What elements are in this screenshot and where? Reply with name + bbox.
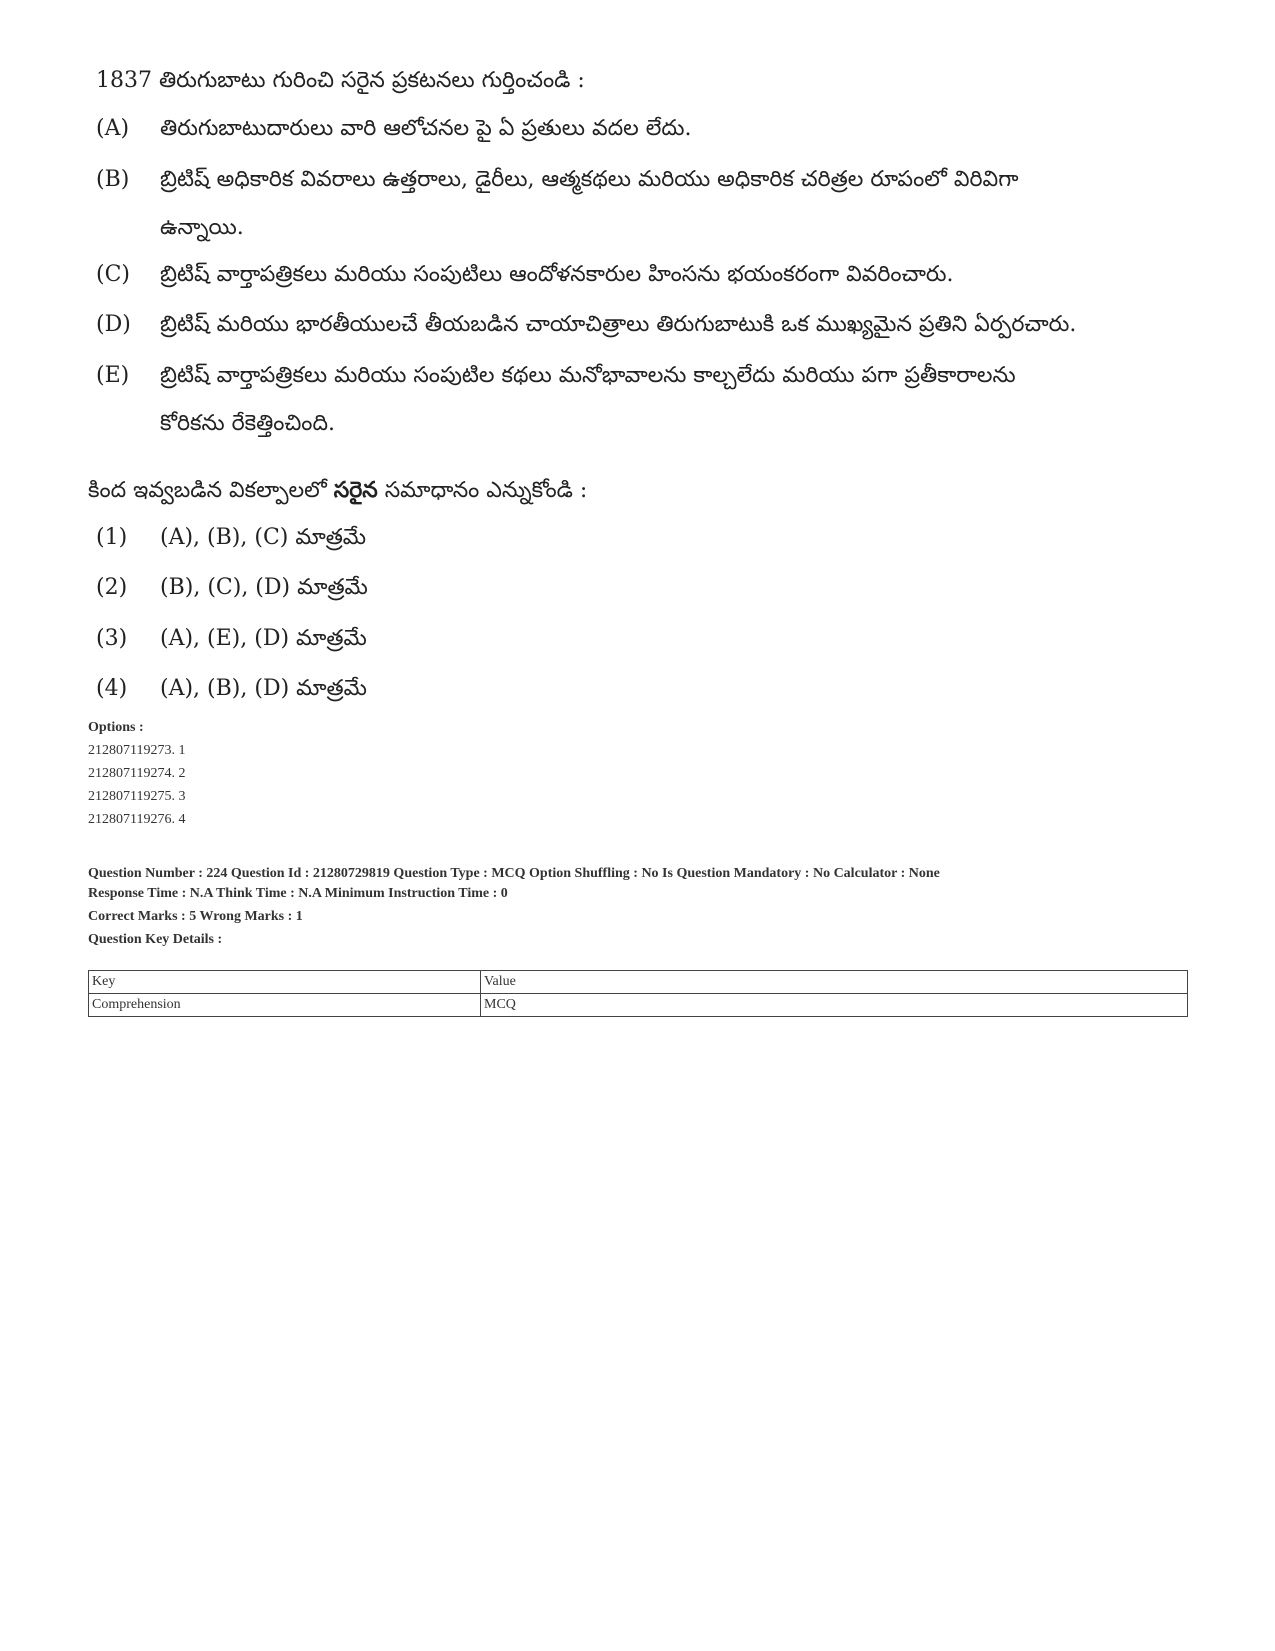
question-title: 1837 తిరుగుబాటు గురించి సరైన ప్రకటనలు గుర్తించండి : <box>96 68 585 93</box>
question-meta-line: Question Number : 224 Question Id : 21280729819 Question Type : MCQ Option Shuffling : No Is Question Mandatory : No Calculator : None <box>88 866 940 881</box>
question-meta-line: Response Time : N.A Think Time : N.A Minimum Instruction Time : 0 <box>88 886 508 901</box>
choice-text: (B), (C), (D) మాత్రమే <box>160 575 368 600</box>
key-details-heading: Question Key Details : <box>88 932 223 947</box>
choice-text: (A), (B), (C) మాత్రమే <box>160 525 367 550</box>
choice-4 <box>96 674 367 704</box>
choice-text: (A), (E), (D) మాత్రమే <box>160 626 367 651</box>
table-header-cell: Key <box>89 971 481 994</box>
key-details-table <box>88 970 1188 1017</box>
choice-1 <box>96 523 366 553</box>
statement-text: తిరుగుబాటుదారులు వారి ఆలోచనల పై ఏ ప్రతులు వదల లేదు. <box>160 116 692 141</box>
choice-3 <box>96 624 367 654</box>
statement-text-continued: కోరికను రేకెత్తించింది. <box>160 411 335 436</box>
table-cell: MCQ <box>481 994 1188 1017</box>
instruction-emphasis: సరైన <box>333 477 378 503</box>
statement-label: (A) <box>96 116 130 141</box>
statement-text: బ్రిటిష్ వార్తాపత్రికలు మరియు సంపుటిల కథలు మనోభావాలను కాల్చలేదు మరియు పగా ప్రతీకారాలను <box>160 363 1016 388</box>
instruction-text: సమాధానం ఎన్నుకోండి : <box>377 478 588 503</box>
statement-text-continued: ఉన్నాయి. <box>160 215 244 240</box>
option-id: 212807119275. 3 <box>88 789 186 804</box>
choice-text: (A), (B), (D) మాత్రమే <box>160 676 367 701</box>
choice-2 <box>96 573 368 603</box>
option-id: 212807119274. 2 <box>88 766 186 781</box>
option-id: 212807119276. 4 <box>88 812 186 827</box>
options-heading: Options : <box>88 720 144 735</box>
choice-label: (4) <box>96 676 128 701</box>
instruction-text: కింద ఇవ్వబడిన వికల్పాలలో <box>88 478 334 503</box>
table-cell: Comprehension <box>89 994 481 1017</box>
choice-label: (2) <box>96 575 128 600</box>
statement-label: (D) <box>96 312 131 337</box>
statement-text: బ్రిటిష్ మరియు భారతీయులచే తీయబడిన చాయాచిత్రాలు తిరుగుబాటుకి ఒక ముఖ్యమైన ప్రతిని ఏర్పరచారు. <box>160 312 1077 337</box>
answer-instruction <box>88 475 587 506</box>
statement-label: (C) <box>96 262 130 287</box>
statement-label: (E) <box>96 363 130 388</box>
statement-label: (B) <box>96 167 130 192</box>
table-header-row <box>89 971 1188 994</box>
choice-label: (3) <box>96 626 128 651</box>
choice-label: (1) <box>96 525 128 550</box>
statement-text: బ్రిటిష్ వార్తాపత్రికలు మరియు సంపుటిలు ఆందోళనకారుల హింసను భయంకరంగా వివరించారు. <box>160 262 954 287</box>
statement-text: బ్రిటిష్ అధికారిక వివరాలు ఉత్తరాలు, డైరీలు, ఆత్మకథలు మరియు అధికారిక చరిత్రల రూపంలో విరివిగా <box>160 167 1019 192</box>
marks-line: Correct Marks : 5 Wrong Marks : 1 <box>88 909 303 924</box>
option-id: 212807119273. 1 <box>88 743 186 758</box>
table-row <box>89 994 1188 1017</box>
table-header-cell: Value <box>481 971 1188 994</box>
